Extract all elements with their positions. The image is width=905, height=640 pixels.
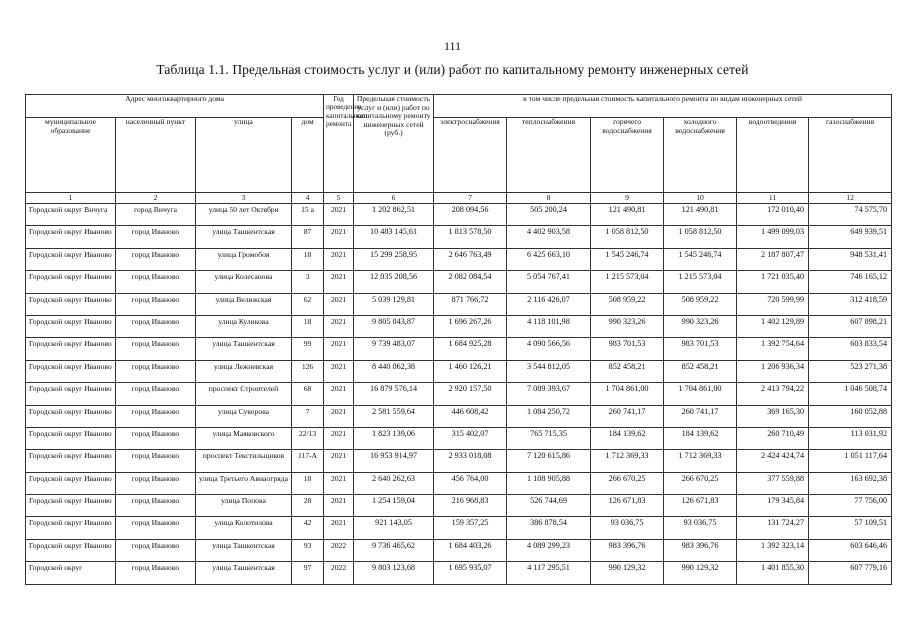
- sewage-cell: 2 187 807,47: [737, 248, 809, 270]
- table-row: [26, 204, 892, 226]
- municipality-cell: Городской округ Иваново: [26, 427, 116, 449]
- cold-water-cell: 121 490,81: [664, 204, 737, 226]
- breakdown-group-header: в том числе предельная стоимость капитального ремонта по видам инженерных сетей: [434, 95, 892, 118]
- street-cell: улица Громобоя: [196, 248, 292, 270]
- cold-water-cell: 1 058 812,50: [664, 226, 737, 248]
- gas-cell: 649 939,51: [809, 226, 892, 248]
- municipality-cell: Городской округ Иваново: [26, 315, 116, 337]
- table-header: [26, 95, 892, 204]
- electric-cell: 2 082 084,54: [434, 271, 507, 293]
- capital-repair-table: [25, 94, 892, 585]
- municipality-cell: Городской округ Иваново: [26, 360, 116, 382]
- cold-water-cell: 852 458,21: [664, 360, 737, 382]
- table-row: [26, 271, 892, 293]
- street-cell: улица Третьего Авиаотряда: [196, 472, 292, 494]
- gas-header: газоснабжения: [809, 118, 892, 193]
- column-number: 11: [737, 193, 809, 204]
- column-number: 5: [324, 193, 354, 204]
- max-cost-cell: 1 202 862,51: [354, 204, 434, 226]
- cold-water-cell: 1 712 369,33: [664, 450, 737, 472]
- house-cell: 87: [292, 226, 324, 248]
- sewage-cell: 1 206 936,34: [737, 360, 809, 382]
- gas-cell: 57 109,51: [809, 517, 892, 539]
- sewage-cell: 1 721 035,40: [737, 271, 809, 293]
- house-cell: 97: [292, 562, 324, 584]
- max-cost-cell: 2 581 559,64: [354, 405, 434, 427]
- table-row: [26, 315, 892, 337]
- heating-cell: 6 425 663,10: [507, 248, 591, 270]
- sewage-cell: 377 559,88: [737, 472, 809, 494]
- sewage-cell: 1 402 129,89: [737, 315, 809, 337]
- column-number: 8: [507, 193, 591, 204]
- house-cell: 18: [292, 472, 324, 494]
- house-cell: 62: [292, 293, 324, 315]
- table-row: [26, 338, 892, 360]
- gas-cell: 1 051 117,64: [809, 450, 892, 472]
- house-cell: 42: [292, 517, 324, 539]
- municipality-cell: Городской округ Иваново: [26, 450, 116, 472]
- column-number: 9: [591, 193, 664, 204]
- house-cell: 28: [292, 495, 324, 517]
- electric-cell: 2 933 018,08: [434, 450, 507, 472]
- gas-cell: 607 898,21: [809, 315, 892, 337]
- hot-water-header: горячего водоснабжения: [591, 118, 664, 193]
- hot-water-cell: 1 215 573,04: [591, 271, 664, 293]
- municipality-cell: Городской округ Иваново: [26, 472, 116, 494]
- gas-cell: 607 779,16: [809, 562, 892, 584]
- municipality-cell: Городской округ Иваново: [26, 271, 116, 293]
- street-cell: улица Попова: [196, 495, 292, 517]
- settlement-cell: город Иваново: [116, 450, 196, 472]
- year-header: Год проведения капитального ремонта: [324, 95, 354, 193]
- hot-water-cell: 266 670,25: [591, 472, 664, 494]
- max-cost-cell: 9 803 123,68: [354, 562, 434, 584]
- cold-water-cell: 990 129,32: [664, 562, 737, 584]
- sewage-cell: 260 710,49: [737, 427, 809, 449]
- hot-water-cell: 1 704 861,00: [591, 383, 664, 405]
- municipality-header: муниципальное образование: [26, 118, 116, 193]
- street-cell: улица Ташкентская: [196, 338, 292, 360]
- table-row: [26, 248, 892, 270]
- sewage-cell: 1 401 855,30: [737, 562, 809, 584]
- municipality-cell: Городской округ: [26, 562, 116, 584]
- street-cell: улица Маяковского: [196, 427, 292, 449]
- heating-cell: 505 200,24: [507, 204, 591, 226]
- street-cell: улица Лежневская: [196, 360, 292, 382]
- sewage-cell: 1 392 754,64: [737, 338, 809, 360]
- municipality-cell: Городской округ Иваново: [26, 517, 116, 539]
- heating-cell: 4 089 299,23: [507, 539, 591, 561]
- municipality-cell: Городской округ Иваново: [26, 293, 116, 315]
- settlement-cell: город Иваново: [116, 562, 196, 584]
- street-cell: улица Ташкентская: [196, 562, 292, 584]
- hot-water-cell: 1 712 369,33: [591, 450, 664, 472]
- house-cell: 126: [292, 360, 324, 382]
- max-cost-cell: 12 035 208,56: [354, 271, 434, 293]
- max-cost-cell: 16 879 576,14: [354, 383, 434, 405]
- electric-cell: 1 684 403,26: [434, 539, 507, 561]
- settlement-cell: город Иваново: [116, 495, 196, 517]
- table-title: Таблица 1.1. Предельная стоимость услуг и (или) работ по капитальному ремонту инженерных сетей: [156, 62, 749, 77]
- max-cost-cell: 9 739 483,07: [354, 338, 434, 360]
- address-group-header: Адрес многоквартирного дома: [26, 95, 324, 118]
- cold-water-cell: 1 215 573,04: [664, 271, 737, 293]
- cold-water-cell: 1 704 861,00: [664, 383, 737, 405]
- hot-water-cell: 93 036,75: [591, 517, 664, 539]
- street-cell: проспект Текстильщиков: [196, 450, 292, 472]
- max-cost-cell: 1 254 159,04: [354, 495, 434, 517]
- municipality-cell: Городской округ Иваново: [26, 405, 116, 427]
- sewage-cell: 2 413 794,22: [737, 383, 809, 405]
- year-cell: 2021: [324, 271, 354, 293]
- cold-water-cell: 983 701,53: [664, 338, 737, 360]
- table-row: [26, 472, 892, 494]
- max-cost-cell: 10 483 145,61: [354, 226, 434, 248]
- house-cell: 22/13: [292, 427, 324, 449]
- municipality-cell: Городской округ Иваново: [26, 495, 116, 517]
- electric-header: электроснабжения: [434, 118, 507, 193]
- gas-cell: 77 756,00: [809, 495, 892, 517]
- house-cell: 15 а: [292, 204, 324, 226]
- max-cost-cell: 16 953 914,97: [354, 450, 434, 472]
- year-cell: 2022: [324, 539, 354, 561]
- electric-cell: 1 696 267,26: [434, 315, 507, 337]
- cold-water-cell: 990 323,26: [664, 315, 737, 337]
- house-cell: 117-А: [292, 450, 324, 472]
- house-cell: 18: [292, 248, 324, 270]
- column-number: 10: [664, 193, 737, 204]
- settlement-cell: город Иваново: [116, 427, 196, 449]
- max-cost-cell: 1 823 139,06: [354, 427, 434, 449]
- gas-cell: 312 418,59: [809, 293, 892, 315]
- house-header: дом: [292, 118, 324, 193]
- table-body: [26, 204, 892, 585]
- sewage-cell: 1 499 099,03: [737, 226, 809, 248]
- hot-water-cell: 1 545 246,74: [591, 248, 664, 270]
- municipality-cell: Городской округ Иваново: [26, 226, 116, 248]
- hot-water-cell: 1 058 812,50: [591, 226, 664, 248]
- cold-water-cell: 260 741,17: [664, 405, 737, 427]
- sewage-cell: 172 010,40: [737, 204, 809, 226]
- settlement-cell: город Иваново: [116, 405, 196, 427]
- table-row: [26, 427, 892, 449]
- column-number-row: [26, 193, 892, 204]
- settlement-cell: город Иваново: [116, 517, 196, 539]
- heating-cell: 4 402 903,58: [507, 226, 591, 248]
- cold-water-cell: 126 671,83: [664, 495, 737, 517]
- house-cell: 18: [292, 315, 324, 337]
- cold-water-cell: 1 545 246,74: [664, 248, 737, 270]
- electric-cell: 208 094,56: [434, 204, 507, 226]
- gas-cell: 603 833,54: [809, 338, 892, 360]
- street-header: улица: [196, 118, 292, 193]
- sewage-cell: 2 424 424,74: [737, 450, 809, 472]
- table-row: [26, 562, 892, 584]
- settlement-cell: город Вичуга: [116, 204, 196, 226]
- gas-cell: 160 052,88: [809, 405, 892, 427]
- municipality-cell: Городской округ Вичуга: [26, 204, 116, 226]
- electric-cell: 315 402,07: [434, 427, 507, 449]
- street-cell: улица Суворова: [196, 405, 292, 427]
- electric-cell: 2 646 763,49: [434, 248, 507, 270]
- max-cost-cell: 15 299 258,95: [354, 248, 434, 270]
- street-cell: проспект Строителей: [196, 383, 292, 405]
- max-cost-header: Предельная стоимость услуг и (или) работ по капитальному ремонту инженерных сетей (руб.): [354, 95, 434, 193]
- heating-cell: 3 544 812,05: [507, 360, 591, 382]
- table-row: [26, 517, 892, 539]
- table-row: [26, 383, 892, 405]
- heating-cell: 7 120 615,86: [507, 450, 591, 472]
- hot-water-cell: 184 139,62: [591, 427, 664, 449]
- cold-water-cell: 93 036,75: [664, 517, 737, 539]
- heating-cell: 386 878,54: [507, 517, 591, 539]
- max-cost-cell: 8 440 062,38: [354, 360, 434, 382]
- year-cell: 2021: [324, 517, 354, 539]
- house-cell: 3: [292, 271, 324, 293]
- hot-water-cell: 508 959,22: [591, 293, 664, 315]
- sewage-cell: 131 724,27: [737, 517, 809, 539]
- max-cost-cell: 9 805 043,87: [354, 315, 434, 337]
- electric-cell: 2 920 157,50: [434, 383, 507, 405]
- hot-water-cell: 990 323,26: [591, 315, 664, 337]
- electric-cell: 1 684 925,28: [434, 338, 507, 360]
- settlement-cell: город Иваново: [116, 226, 196, 248]
- cold-water-cell: 184 139,62: [664, 427, 737, 449]
- settlement-cell: город Иваново: [116, 248, 196, 270]
- table-row: [26, 495, 892, 517]
- cold-water-header: холодного водоснабжения: [664, 118, 737, 193]
- year-cell: 2021: [324, 293, 354, 315]
- settlement-cell: город Иваново: [116, 338, 196, 360]
- heating-cell: 526 744,69: [507, 495, 591, 517]
- table-row: [26, 293, 892, 315]
- table-row: [26, 226, 892, 248]
- gas-cell: 746 165,12: [809, 271, 892, 293]
- heating-cell: 5 054 767,41: [507, 271, 591, 293]
- heating-cell: 1 084 250,72: [507, 405, 591, 427]
- year-cell: 2021: [324, 360, 354, 382]
- gas-cell: 1 046 508,74: [809, 383, 892, 405]
- max-cost-cell: 2 640 262,63: [354, 472, 434, 494]
- gas-cell: 523 271,38: [809, 360, 892, 382]
- sewage-cell: 720 599,99: [737, 293, 809, 315]
- table-row: [26, 539, 892, 561]
- year-cell: 2021: [324, 495, 354, 517]
- electric-cell: 216 968,83: [434, 495, 507, 517]
- hot-water-cell: 852 458,21: [591, 360, 664, 382]
- year-cell: 2021: [324, 248, 354, 270]
- year-cell: 2021: [324, 226, 354, 248]
- column-number: 7: [434, 193, 507, 204]
- electric-cell: 1 460 126,21: [434, 360, 507, 382]
- sewage-cell: 179 345,84: [737, 495, 809, 517]
- heating-cell: 7 089 393,67: [507, 383, 591, 405]
- house-cell: 99: [292, 338, 324, 360]
- municipality-cell: Городской округ Иваново: [26, 338, 116, 360]
- gas-cell: 113 031,92: [809, 427, 892, 449]
- settlement-cell: город Иваново: [116, 315, 196, 337]
- settlement-cell: город Иваново: [116, 383, 196, 405]
- street-cell: улица Куликова: [196, 315, 292, 337]
- hot-water-cell: 121 490,81: [591, 204, 664, 226]
- column-number: 6: [354, 193, 434, 204]
- cold-water-cell: 266 670,25: [664, 472, 737, 494]
- house-cell: 68: [292, 383, 324, 405]
- electric-cell: 1 813 578,50: [434, 226, 507, 248]
- table-row: [26, 360, 892, 382]
- municipality-cell: Городской округ Иваново: [26, 539, 116, 561]
- electric-cell: 871 766,72: [434, 293, 507, 315]
- year-cell: 2021: [324, 427, 354, 449]
- heating-cell: 2 116 426,07: [507, 293, 591, 315]
- year-cell: 2022: [324, 562, 354, 584]
- street-cell: улица Колесанова: [196, 271, 292, 293]
- column-number: 4: [292, 193, 324, 204]
- cold-water-cell: 983 396,76: [664, 539, 737, 561]
- hot-water-cell: 990 129,32: [591, 562, 664, 584]
- sewage-cell: 369 165,30: [737, 405, 809, 427]
- gas-cell: 163 692,38: [809, 472, 892, 494]
- street-cell: улица 50 лет Октября: [196, 204, 292, 226]
- electric-cell: 159 357,25: [434, 517, 507, 539]
- year-cell: 2021: [324, 450, 354, 472]
- settlement-cell: город Иваново: [116, 539, 196, 561]
- year-cell: 2021: [324, 383, 354, 405]
- page-number: 111: [443, 39, 462, 53]
- table-row: [26, 405, 892, 427]
- sewage-cell: 1 392 323,14: [737, 539, 809, 561]
- settlement-cell: город Иваново: [116, 271, 196, 293]
- settlement-cell: город Иваново: [116, 472, 196, 494]
- municipality-cell: Городской округ Иваново: [26, 383, 116, 405]
- heating-cell: 4 117 295,51: [507, 562, 591, 584]
- heating-cell: 4 090 566,56: [507, 338, 591, 360]
- gas-cell: 74 575,70: [809, 204, 892, 226]
- settlement-cell: город Иваново: [116, 360, 196, 382]
- gas-cell: 603 646,46: [809, 539, 892, 561]
- table-row: [26, 450, 892, 472]
- settlement-header: населенный пункт: [116, 118, 196, 193]
- max-cost-cell: 921 143,05: [354, 517, 434, 539]
- heating-cell: 1 108 905,88: [507, 472, 591, 494]
- heating-header: теплоснабжения: [507, 118, 591, 193]
- heating-cell: 765 715,35: [507, 427, 591, 449]
- max-cost-cell: 9 736 465,62: [354, 539, 434, 561]
- hot-water-cell: 260 741,17: [591, 405, 664, 427]
- hot-water-cell: 983 701,53: [591, 338, 664, 360]
- cold-water-cell: 508 959,22: [664, 293, 737, 315]
- electric-cell: 456 764,00: [434, 472, 507, 494]
- year-cell: 2021: [324, 472, 354, 494]
- street-cell: улица Ташкентская: [196, 226, 292, 248]
- electric-cell: 446 608,42: [434, 405, 507, 427]
- street-cell: улица Велижская: [196, 293, 292, 315]
- gas-cell: 948 531,41: [809, 248, 892, 270]
- column-number: 2: [116, 193, 196, 204]
- settlement-cell: город Иваново: [116, 293, 196, 315]
- column-number: 3: [196, 193, 292, 204]
- street-cell: улица Ташкентская: [196, 539, 292, 561]
- sewage-header: водоотведения: [737, 118, 809, 193]
- heating-cell: 4 118 101,98: [507, 315, 591, 337]
- column-number: 12: [809, 193, 892, 204]
- street-cell: улица Колотилова: [196, 517, 292, 539]
- year-cell: 2021: [324, 405, 354, 427]
- year-cell: 2021: [324, 338, 354, 360]
- house-cell: 93: [292, 539, 324, 561]
- house-cell: 7: [292, 405, 324, 427]
- municipality-cell: Городской округ Иваново: [26, 248, 116, 270]
- electric-cell: 1 695 935,07: [434, 562, 507, 584]
- year-cell: 2021: [324, 204, 354, 226]
- year-cell: 2021: [324, 315, 354, 337]
- max-cost-cell: 5 039 129,81: [354, 293, 434, 315]
- hot-water-cell: 983 396,76: [591, 539, 664, 561]
- column-number: 1: [26, 193, 116, 204]
- hot-water-cell: 126 671,83: [591, 495, 664, 517]
